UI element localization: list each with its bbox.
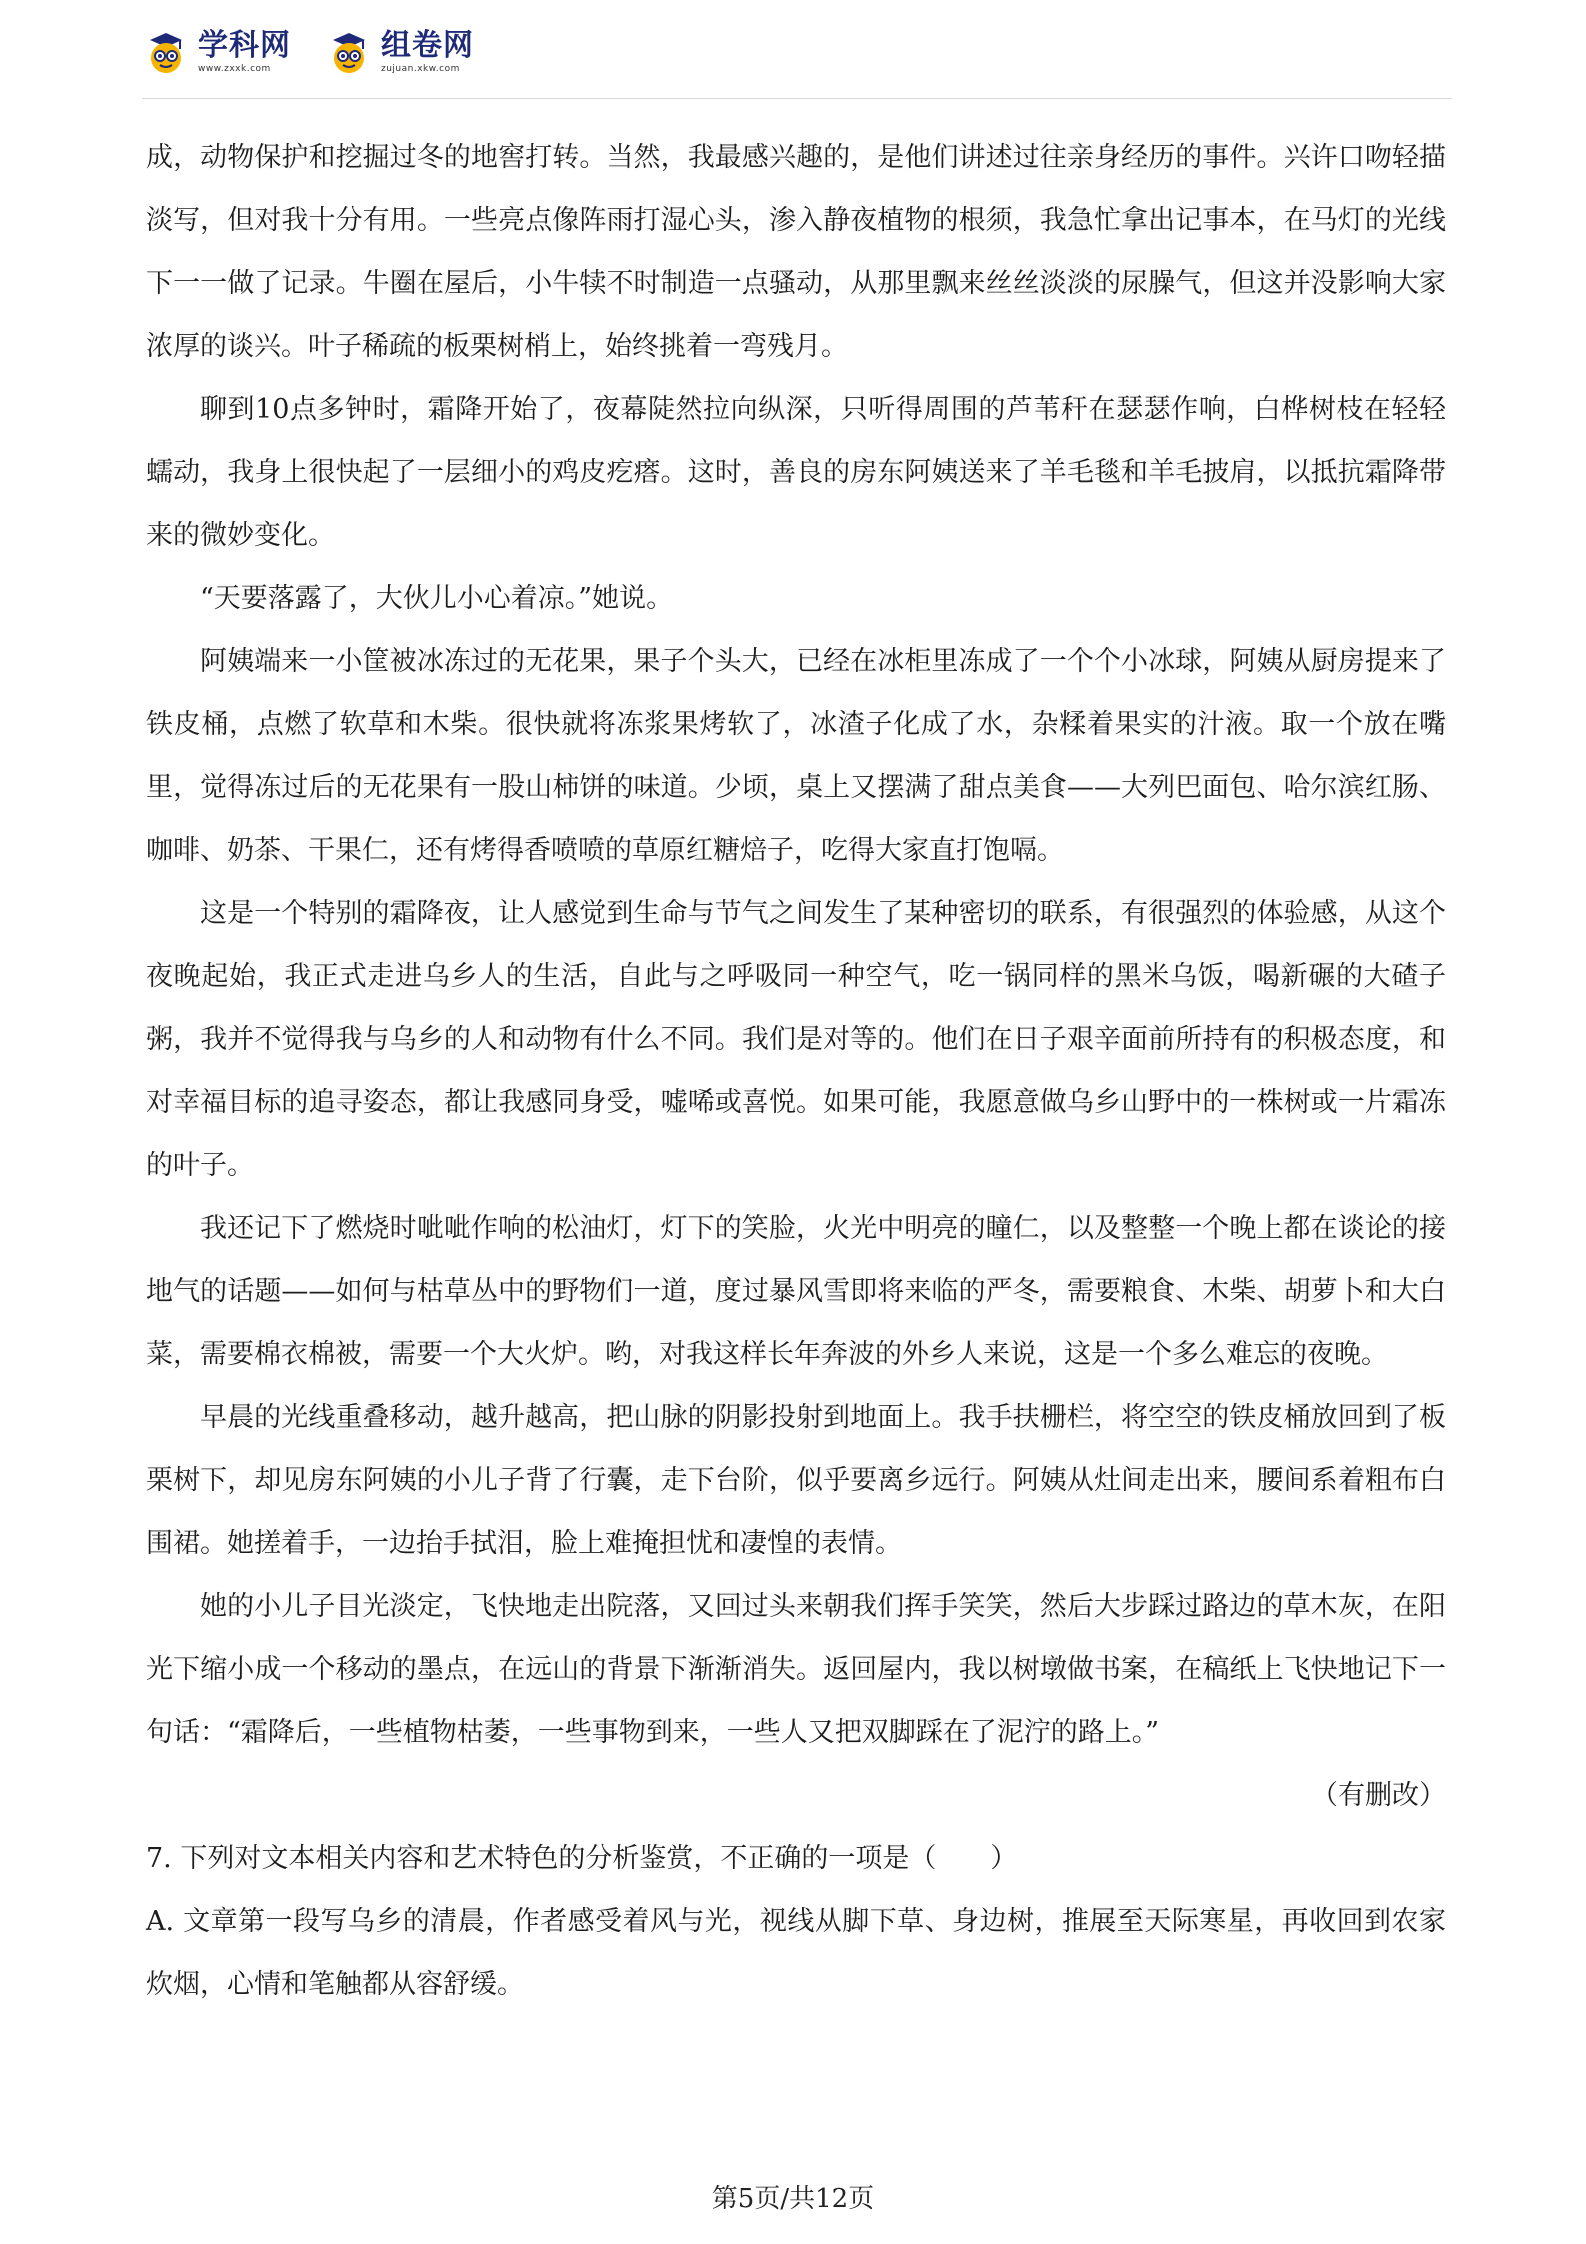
source-note: （有删改） xyxy=(1311,1780,1446,1811)
question-stem: 7. 下列对文本相关内容和艺术特色的分析鉴赏，不正确的一项是（ ） xyxy=(146,1843,1018,1874)
page-footer: 第5页/共12页 xyxy=(711,2184,875,2214)
brand-xuekewang[interactable] xyxy=(142,27,291,74)
header-divider xyxy=(142,98,1452,99)
mascot-icon xyxy=(142,30,190,74)
document-body xyxy=(146,126,1446,2016)
brand-name: 学科网 xyxy=(198,27,291,63)
article-paragraph: 她的小儿子目光淡定，飞快地走出院落，又回过头来朝我们挥手笑笑，然后大步踩过路边的草木灰，在阳光下缩小成一个移动的墨点，在远山的背景下渐渐消失。返回屋内，我以树墩做书案，在稿纸上飞快地记下一句话：“霜降后，一些植物枯萎，一些事物到来，一些人又把双脚踩在了泥泞的路上。” xyxy=(146,1591,1446,1748)
question-option-a: A. 文章第一段写乌乡的清晨，作者感受着风与光，视线从脚下草、身边树，推展至天际寒星，再收回到农家炊烟，心情和笔触都从容舒缓。 xyxy=(146,1906,1446,2000)
article-paragraph: 这是一个特别的霜降夜，让人感觉到生命与节气之间发生了某种密切的联系，有很强烈的体验感，从这个夜晚起始，我正式走进乌乡人的生活，自此与之呼吸同一种空气，吃一锅同样的黑米乌饭，喝新碾的大碴子粥，我并不觉得我与乌乡的人和动物有什么不同。我们是对等的。他们在日子艰辛面前所持有的积极态度，和对幸福目标的追寻姿态，都让我感同身受，嘘唏或喜悦。如果可能，我愿意做乌乡山野中的一株树或一片霜冻的叶子。 xyxy=(146,898,1446,1181)
page-header xyxy=(142,22,474,82)
brand-zujuanwang[interactable] xyxy=(325,27,474,74)
article-paragraph: 早晨的光线重叠移动，越升越高，把山脉的阴影投射到地面上。我手扶栅栏，将空空的铁皮桶放回到了板栗树下，却见房东阿姨的小儿子背了行囊，走下台阶，似乎要离乡远行。阿姨从灶间走出来，腰间系着粗布白围裙。她搓着手，一边抬手拭泪，脸上难掩担忧和凄惶的表情。 xyxy=(146,1402,1446,1559)
mascot-icon xyxy=(325,30,373,74)
brand-url: www.zxxk.com xyxy=(198,63,271,74)
brand-name: 组卷网 xyxy=(381,27,474,63)
article-paragraph: 阿姨端来一小筐被冰冻过的无花果，果子个头大，已经在冰柜里冻成了一个个小冰球，阿姨从厨房提来了铁皮桶，点燃了软草和木柴。很快就将冻浆果烤软了，冰渣子化成了水，杂糅着果实的汁液。取一个放在嘴里，觉得冻过后的无花果有一股山柿饼的味道。少顷，桌上又摆满了甜点美食——大列巴面包、哈尔滨红肠、咖啡、奶茶、干果仁，还有烤得香喷喷的草原红糖焙子，吃得大家直打饱嗝。 xyxy=(146,646,1446,866)
article-quote: “天要落露了，大伙儿小心着凉。”她说。 xyxy=(200,583,674,614)
article-paragraph: 聊到10点多钟时，霜降开始了，夜幕陡然拉向纵深，只听得周围的芦苇秆在瑟瑟作响，白桦树枝在轻轻蠕动，我身上很快起了一层细小的鸡皮疙瘩。这时，善良的房东阿姨送来了羊毛毯和羊毛披肩，以抵抗霜降带来的微妙变化。 xyxy=(146,394,1446,551)
article-paragraph: 成，动物保护和挖掘过冬的地窖打转。当然，我最感兴趣的，是他们讲述过往亲身经历的事件。兴许口吻轻描淡写，但对我十分有用。一些亮点像阵雨打湿心头，渗入静夜植物的根须，我急忙拿出记事本，在马灯的光线下一一做了记录。牛圈在屋后，小牛犊不时制造一点骚动，从那里飘来丝丝淡淡的尿臊气，但这并没影响大家浓厚的谈兴。叶子稀疏的板栗树梢上，始终挑着一弯残月。 xyxy=(146,142,1446,362)
article-paragraph: 我还记下了燃烧时呲呲作响的松油灯，灯下的笑脸，火光中明亮的瞳仁，以及整整一个晚上都在谈论的接地气的话题——如何与枯草丛中的野物们一道，度过暴风雪即将来临的严冬，需要粮食、木柴、胡萝卜和大白菜，需要棉衣棉被，需要一个大火炉。哟，对我这样长年奔波的外乡人来说，这是一个多么难忘的夜晚。 xyxy=(146,1213,1446,1370)
brand-url: zujuan.xkw.com xyxy=(381,63,460,74)
